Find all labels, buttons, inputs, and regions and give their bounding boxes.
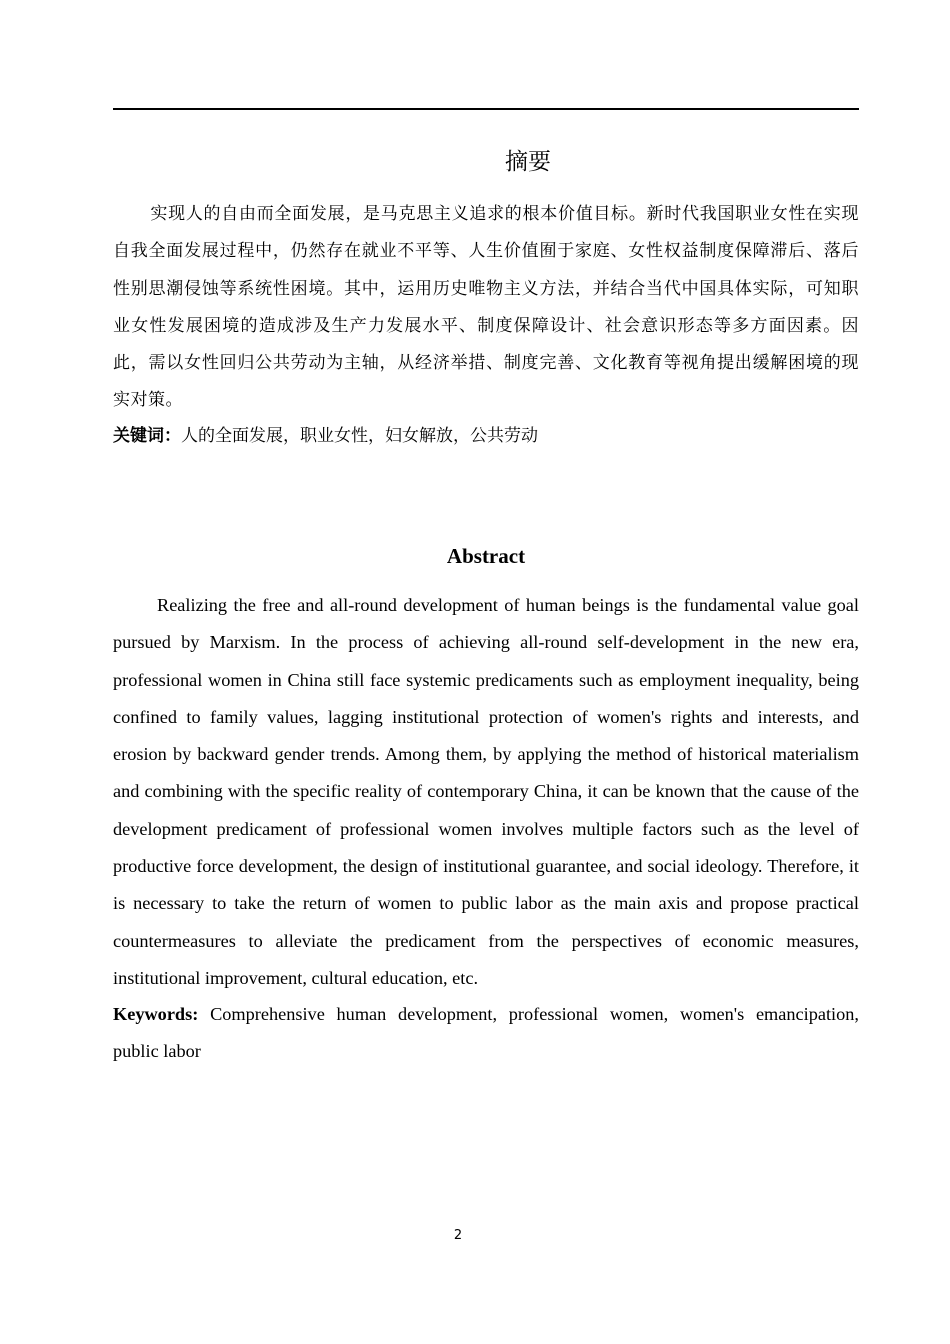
english-abstract-title: Abstract xyxy=(446,544,526,568)
english-keywords-label: Keywords: xyxy=(113,1004,199,1024)
english-abstract-body: Realizing the free and all-round development of human beings is the fundamental value goal pursued by Marxism. In the process of achieving all-round self-development in the new era, professional women in China still face systemic predicaments such as employment inequality, being confined to family values, lagging institutional protection of women's rights and interests, and erosion by backward gender trends. Among them, by applying the method of historical materialism and combining with the specific reality of contemporary China, it can be known that the cause of the development predicament of professional women involves multiple factors such as the level of productive force development, the design of institutional guarantee, and social ideology. Therefore, it is necessary to take the return of women to public labor as the main axis and propose practical countermeasures to alleviate the predicament from the perspectives of economic measures, institutional improvement, cultural education, etc. xyxy=(113,595,859,988)
chinese-keywords xyxy=(113,420,859,452)
page-number: 2 xyxy=(453,1228,463,1243)
chinese-abstract-title: 摘要 xyxy=(505,149,551,175)
chinese-abstract-body: 实现人的自由而全面发展，是马克思主义追求的根本价值目标。新时代我国职业女性在实现自我全面发展过程中，仍然存在就业不平等、人生价值囿于家庭、女性权益制度保障滞后、落后性别思潮侵蚀等系统性困境。其中，运用历史唯物主义方法，并结合当代中国具体实际，可知职业女性发展困境的造成涉及生产力发展水平、制度保障设计、社会意识形态等多方面因素。因此，需以女性回归公共劳动为主轴，从经济举措、制度完善、文化教育等视角提出缓解困境的现实对策。 xyxy=(113,204,859,411)
header-rule xyxy=(113,108,859,110)
english-keywords xyxy=(113,996,859,1071)
chinese-keywords-label: 关键词： xyxy=(113,426,181,446)
chinese-keywords-text: 人的全面发展，职业女性，妇女解放，公共劳动 xyxy=(181,426,538,446)
english-keywords-text: Comprehensive human development, professional women, women's emancipation, public labor xyxy=(113,1004,859,1062)
